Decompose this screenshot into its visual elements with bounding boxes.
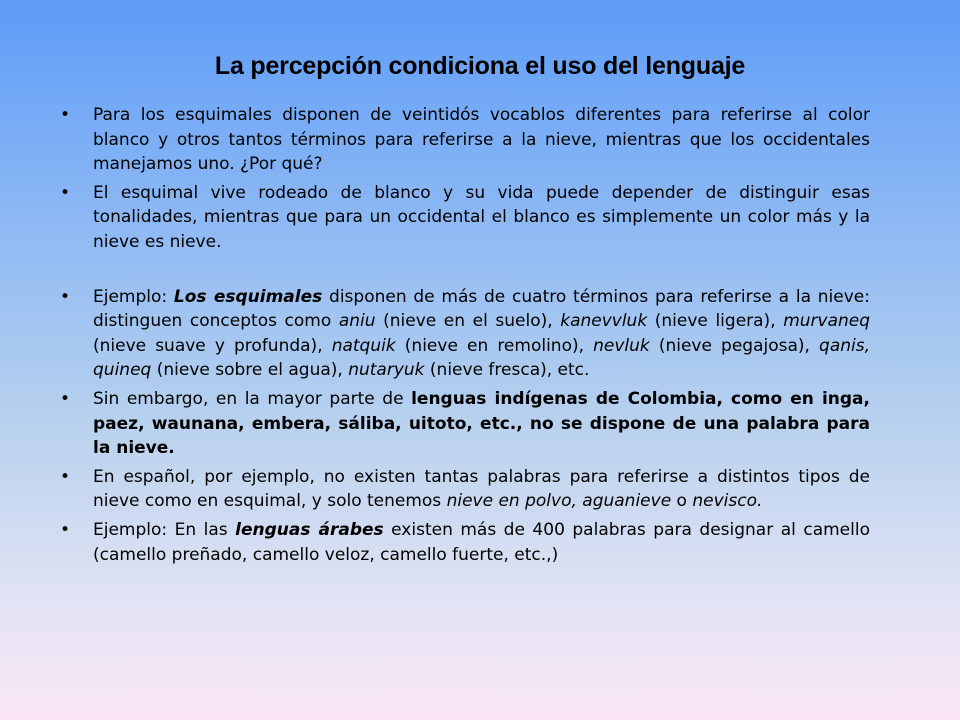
bullet-text-segment: natquik	[331, 335, 396, 356]
bullet-text-segment: kanevvluk	[560, 311, 648, 332]
bullet-text-segment: Ejemplo: En las	[93, 519, 236, 540]
bullet-dot-icon: •	[60, 182, 71, 203]
bullet-text-segment: lenguas árabes	[235, 519, 384, 540]
bullet-text-segment: nutaryuk	[348, 360, 425, 381]
bullet-text-segment: qanis, quineq	[93, 335, 870, 381]
bullet-item	[60, 465, 870, 514]
bullet-item	[60, 103, 870, 177]
bullet-text-segment: (nieve ligera),	[647, 311, 784, 332]
bullet-text-segment: Los esquimales	[173, 286, 323, 307]
bullet-dot-icon: •	[60, 388, 71, 409]
bullet-text-segment: Ejemplo:	[93, 286, 174, 307]
bullet-item	[60, 518, 870, 567]
bullet-item	[60, 181, 870, 255]
bullet-dot-icon: •	[60, 286, 71, 307]
bullet-text-segment: o	[671, 491, 693, 512]
bullet-text-segment: (nieve fresca), etc.	[424, 360, 590, 381]
bullet-text-segment: lenguas indígenas de Colombia, como en inga, paez, waunana, embera, sáliba, uitoto, etc., no se dispone de una palabra para la nieve.	[93, 388, 870, 459]
bullet-text	[93, 287, 870, 381]
bullet-text-segment: (nieve en el suelo),	[375, 311, 561, 332]
bullet-text-segment: disponen de más de cuatro términos para referirse a la nieve: distinguen conceptos como	[93, 286, 870, 332]
bullet-text-segment: Sin embargo, en la mayor parte de	[93, 388, 412, 409]
bullet-list	[60, 103, 870, 571]
bullet-text-segment: Para los esquimales disponen de veintidós vocablos diferentes para referirse al color blanco y otros tantos términos para referirse a la nieve, mientras que los occidentales manejamos uno. ¿Por qué?	[93, 105, 870, 175]
bullet-text-segment: (nieve pegajosa),	[649, 335, 820, 356]
bullet-text-segment: En español, por ejemplo, no existen tantas palabras para referirse a distintos tipos de nieve como en esquimal, y solo tenemos	[93, 466, 870, 512]
bullet-text	[93, 389, 870, 458]
bullet-text-segment: aniu	[338, 311, 376, 332]
bullet-text-segment: (nieve sobre el agua),	[151, 360, 349, 381]
bullet-text-segment: nieve en polvo, aguanieve	[446, 491, 672, 512]
bullet-dot-icon: •	[60, 105, 71, 125]
bullet-text-segment: nevluk	[593, 335, 650, 356]
bullet-text	[93, 183, 870, 252]
bullet-text-segment: murvaneq	[783, 311, 871, 332]
bullet-text-segment: existen más de 400 palabras para designar al camello (camello preñado, camello veloz, camello fuerte, etc.,)	[93, 519, 870, 565]
bullet-text-segment: El esquimal vive rodeado de blanco y su vida puede depender de distinguir esas tonalidades, mientras que para un occidental el blanco es simplemente un color más y la nieve es nieve.	[93, 182, 870, 252]
bullet-text	[93, 520, 870, 565]
bullet-text-segment: (nieve suave y profunda),	[93, 335, 332, 356]
bullet-text-segment: (nieve en remolino),	[395, 335, 594, 356]
bullet-item	[60, 285, 870, 383]
bullet-dot-icon: •	[60, 519, 71, 540]
bullet-text	[93, 467, 870, 512]
bullet-text-segment: nevisco.	[692, 491, 763, 512]
slide-title: La percepción condiciona el uso del lenguaje	[214, 52, 746, 80]
bullet-item	[60, 387, 870, 461]
bullet-text	[93, 105, 870, 174]
bullet-dot-icon: •	[60, 466, 71, 487]
